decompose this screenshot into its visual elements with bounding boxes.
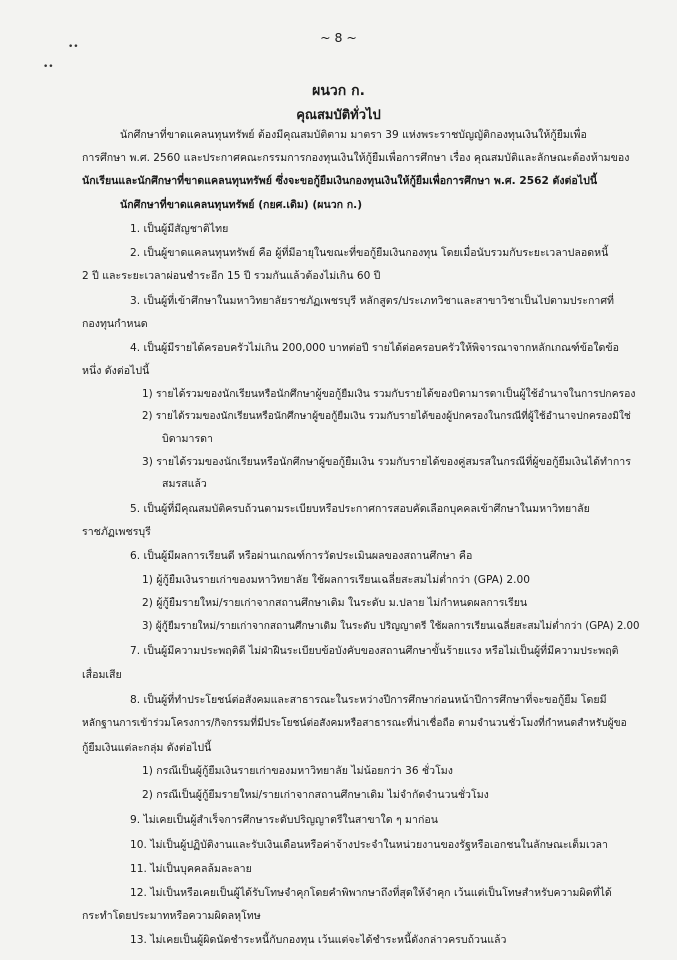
item-line: 6. เป็นผู้มีผลการเรียนดี หรือผ่านเกณฑ์การวัดประเมินผลของสถานศึกษา คือ [130,550,473,562]
page-number: ~ 8 ~ [320,30,357,45]
sub-item-line: 2) กรณีเป็นผู้กู้ยืมรายใหม่/รายเก่าจากสถานศึกษาเดิม ไม่จำกัดจำนวนชั่วโมง [142,789,489,801]
scan-mark: •• [68,42,79,52]
item-line: 13. ไม่เคยเป็นผู้ผิดนัดชำระหนี้กับกองทุน เว้นแต่จะได้ชำระหนี้ดังกล่าวครบถ้วนแล้ว [130,934,507,946]
item-line: กองทุนกำหนด [82,318,148,330]
item-line: หนึ่ง ดังต่อไปนี้ [82,365,150,377]
item-line: 11. ไม่เป็นบุคคลล้มละลาย [130,863,252,875]
item-line: 2. เป็นผู้ขาดแคลนทุนทรัพย์ คือ ผู้ที่มีอายุในขณะที่ขอกู้ยืมเงินกองทุน โดยเมื่อนับรวมกับระยะเวลาปลอดหนี้ [130,247,609,259]
intro-line: นักศึกษาที่ขาดแคลนทุนทรัพย์ ต้องมีคุณสมบัติตาม มาตรา 39 แห่งพระราชบัญญัติกองทุนเงินให้กู้ยืมเพื่อ [120,129,587,141]
sub-item-line: 1) กรณีเป็นผู้กู้ยืมเงินรายเก่าของมหาวิทยาลัย ไม่น้อยกว่า 36 ชั่วโมง [142,765,453,777]
sub-item-line: 3) รายได้รวมของนักเรียนหรือนักศึกษาผู้ขอกู้ยืมเงิน รวมกับรายได้ของคู่สมรสในกรณีที่ผู้ขอกู้ยืมเงินได้ทำการ [142,456,631,468]
subheading: นักศึกษาที่ขาดแคลนทุนทรัพย์ (กยศ.เดิม) (ผนวก ก.) [120,199,363,211]
intro-line: นักเรียนและนักศึกษาที่ขาดแคลนทุนทรัพย์ ซึ่งจะขอกู้ยืมเงินกองทุนเงินให้กู้ยืมเพื่อการศึกษา พ.ศ. 2562 ดังต่อไปนี้ [82,175,598,187]
sub-item-line: สมรสแล้ว [162,478,207,490]
section-title: คุณสมบัติทั่วไป [296,108,381,123]
item-line: ราชภัฏเพชรบุรี [82,526,151,538]
item-line: 9. ไม่เคยเป็นผู้สำเร็จการศึกษาระดับปริญญาตรีในสาขาใด ๆ มาก่อน [130,814,438,826]
item-line: กระทำโดยประมาทหรือความผิดลหุโทษ [82,910,261,922]
sub-item-line: 2) รายได้รวมของนักเรียนหรือนักศึกษาผู้ขอกู้ยืมเงิน รวมกับรายได้ของผู้ปกครองในกรณีที่ผู้ใช้อำนาจปกครองมิใช่ [142,411,631,422]
intro-line: การศึกษา พ.ศ. 2560 และประกาศคณะกรรมการกองทุนเงินให้กู้ยืมเพื่อการศึกษา เรื่อง คุณสมบัติและลักษณะต้องห้ามของ [82,152,630,164]
item-line: 4. เป็นผู้มีรายได้ครอบครัวไม่เกิน 200,000 บาทต่อปี รายได้ต่อครอบครัวให้พิจารณาจากหลักเกณฑ์ข้อใดข้อ [130,342,620,354]
item-line: เสื่อมเสีย [82,669,122,681]
item-line: 5. เป็นผู้ที่มีคุณสมบัติครบถ้วนตามระเบียบหรือประกาศการสอบคัดเลือกบุคคลเข้าศึกษาในมหาวิทยาลัย [130,503,590,515]
item-line: 8. เป็นผู้ที่ทำประโยชน์ต่อสังคมและสาธารณะในระหว่างปีการศึกษาก่อนหน้าปีการศึกษาที่จะขอกู้ยืม โดยมี [130,694,607,706]
item-line: หลักฐานการเข้าร่วมโครงการ/กิจกรรมที่มีประโยชน์ต่อสังคมหรือสาธารณะที่น่าเชื่อถือ ตามจำนวนชั่วโมงที่กำหนดสำหรับผู้ขอ [82,718,627,729]
item-line: กู้ยืมเงินแต่ละกลุ่ม ดังต่อไปนี้ [82,742,212,754]
sub-item-line: 3) ผู้กู้ยืมรายใหม่/รายเก่าจากสถานศึกษาเดิม ในระดับ ปริญญาตรี ใช้ผลการเรียนเฉลี่ยสะสมไม่ต่ำกว่า (GPA) 2.00 [142,621,640,632]
item-line: 7. เป็นผู้มีความประพฤติดี ไม่ฝ่าฝืนระเบียบข้อบังคับของสถานศึกษาขั้นร้ายแรง หรือไม่เป็นผู้ที่มีความประพฤติ [130,645,619,657]
item-line: 2 ปี และระยะเวลาผ่อนชำระอีก 15 ปี รวมกันแล้วต้องไม่เกิน 60 ปี [82,270,381,282]
item-line: 1. เป็นผู้มีสัญชาติไทย [130,223,229,235]
scan-mark: •• [43,62,54,72]
item-line: 12. ไม่เป็นหรือเคยเป็นผู้ได้รับโทษจำคุกโดยคำพิพากษาถึงที่สุดให้จำคุก เว้นแต่เป็นโทษสำหรับความผิดที่ได้ [130,887,612,899]
sub-item-line: บิดามารดา [162,433,214,445]
item-line: 3. เป็นผู้ที่เข้าศึกษาในมหาวิทยาลัยราชภัฏเพชรบุรี หลักสูตร/ประเภทวิชาและสาขาวิชาเป็นไปตามประกาศที่ [130,295,615,307]
annex-title: ผนวก ก. [312,83,365,99]
sub-item-line: 1) รายได้รวมของนักเรียนหรือนักศึกษาผู้ขอกู้ยืมเงิน รวมกับรายได้ของบิดามารดาเป็นผู้ใช้อำนาจในการปกครอง [142,388,636,400]
sub-item-line: 2) ผู้กู้ยืมรายใหม่/รายเก่าจากสถานศึกษาเดิม ในระดับ ม.ปลาย ไม่กำหนดผลการเรียน [142,597,528,609]
sub-item-line: 1) ผู้กู้ยืมเงินรายเก่าของมหาวิทยาลัย ใช้ผลการเรียนเฉลี่ยสะสมไม่ต่ำกว่า (GPA) 2.00 [142,574,530,586]
item-line: 10. ไม่เป็นผู้ปฏิบัติงานและรับเงินเดือนหรือค่าจ้างประจำในหน่วยงานของรัฐหรือเอกชนในลักษณะเต็มเวลา [130,839,609,851]
